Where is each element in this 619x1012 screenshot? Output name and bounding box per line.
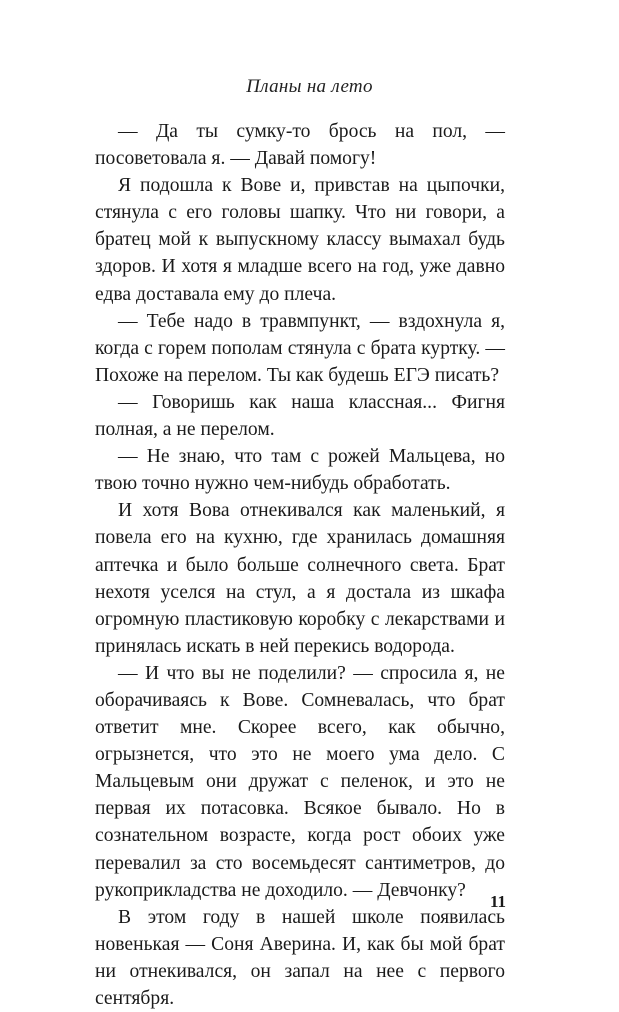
paragraph: И хотя Вова отнекивался как маленький, я повела его на кухню, где хранилась домашняя аптечка и было больше солнечного света. Брат нехотя уселся на стул, а я достала из шкафа огромную пластиковую коробку с лекарствами и принялась искать в ней перекись водорода. (95, 500, 505, 657)
paragraph: — Не знаю, что там с рожей Мальцева, но твою точно нужно чем-нибудь обработать. (95, 446, 505, 495)
paragraph: В этом году в нашей школе появилась новенькая — Соня Аверина. И, как бы мой брат ни отнекивался, он запал на нее с первого сентября. (95, 906, 505, 1009)
running-title: Планы на лето (246, 76, 373, 97)
paragraph: Я подошла к Вове и, привстав на цыпочки, стянула с его головы шапку. Что ни говори, а братец мой к выпускному классу вымахал будь здоров. И хотя я младше всего на год, уже давно едва доставала ему до плеча. (95, 175, 505, 305)
paragraph: — Тебе надо в травмпункт, — вздохнула я, когда с горем пополам стянула с брата куртку. — Похоже на перелом. Ты как будешь ЕГЭ писать? (95, 310, 505, 386)
body-text (95, 118, 505, 1012)
page-number: 11 (489, 892, 506, 911)
paragraph: — И что вы не поделили? — спросила я, не оборачиваясь к Вове. Сомневалась, что брат ответит мне. Скорее всего, как обычно, огрызнется, что это не моего ума дело. С Мальцевым они дружат с пеленок, и это не первая их потасовка. Всякое бывало. Но в сознательном возрасте, когда рост обоих уже перевалил за сто восемьдесят сантиметров, до рукоприкладства не доходило. — Девчонку? (95, 662, 505, 901)
paragraph: — Говоришь как наша классная... Фигня полная, а не перелом. (95, 391, 505, 441)
paragraph: — Да ты сумку-то брось на пол, — посоветовала я. — Давай помогу! (95, 121, 505, 170)
